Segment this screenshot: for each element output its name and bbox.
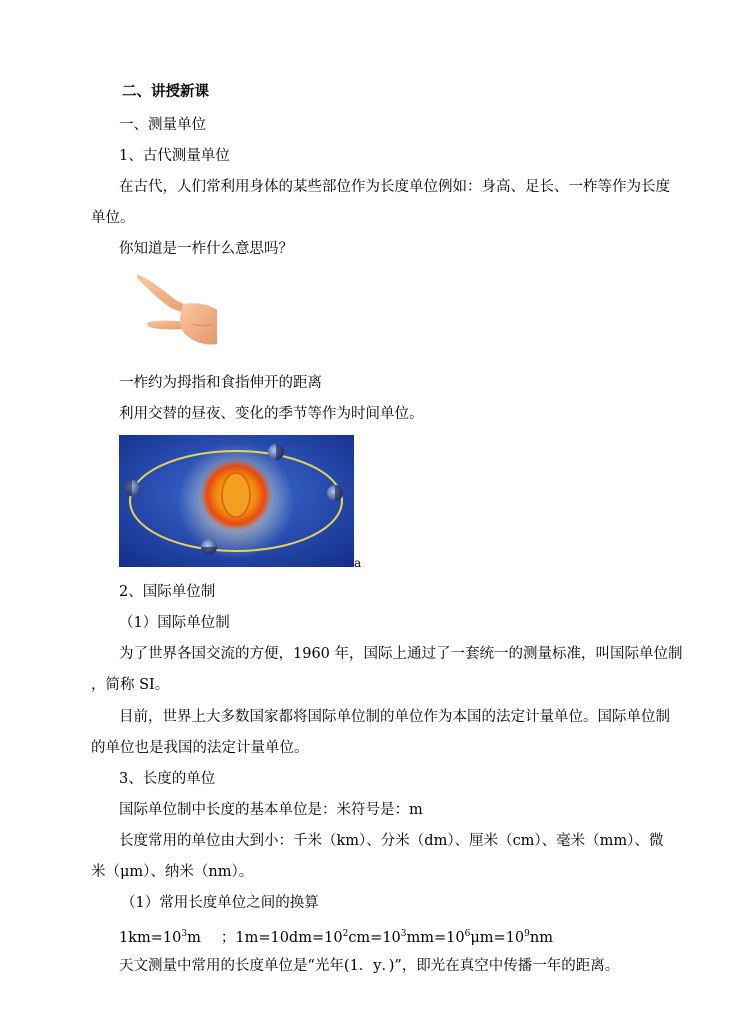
sub-heading-si: 2、国际单位制	[119, 584, 216, 600]
hand-caption: 一柞约为拇指和食指伸开的距离	[119, 375, 322, 391]
conversion-m-part4: μm=10	[470, 929, 525, 946]
orbit-image-mark: a	[354, 556, 362, 570]
light-year-text: 天文测量中常用的长度单位是“光年(1．y．)”，即光在真空中传播一年的距离。	[119, 958, 620, 974]
conversion-formula	[119, 925, 553, 947]
conversion-m-part1: 1m=10dm=10	[235, 929, 343, 946]
conversion-km-exponent: 3	[181, 929, 188, 939]
hand-icon	[133, 268, 219, 348]
time-units-text: 利用交替的昼夜、变化的季节等作为时间单位。	[119, 406, 424, 422]
paragraph-ancient-line1: 在古代，人们常利用身体的某些部位作为长度单位例如：身高、足长、一柞等作为长度	[119, 179, 670, 195]
conversion-m-part2: cm=10	[348, 929, 401, 946]
question-text: 你知道是一柞什么意思吗？	[119, 241, 293, 257]
paragraph-now-line2: 的单位也是我国的法定计量单位。	[91, 740, 309, 756]
conversion-m-part3: mm=10	[406, 929, 465, 946]
conversion-cm-exponent: 2	[342, 929, 349, 939]
earth-orbit-image	[119, 435, 354, 567]
sub-heading-si-1: （1）国际单位制	[119, 615, 230, 631]
common-units-line1: 长度常用的单位由大到小：千米（km）、分米（dm）、厘米（cm）、毫米（mm）、微	[119, 833, 664, 849]
conversion-m-part5: nm	[529, 929, 553, 946]
sub-heading-measurement-units: 一、测量单位	[119, 117, 206, 133]
conversion-um-exponent: 6	[464, 929, 471, 939]
conversion-mm-exponent: 3	[400, 929, 407, 939]
paragraph-ancient-line2: 单位。	[91, 210, 135, 226]
conversion-km-unit: m	[187, 929, 201, 946]
hand-span-image	[133, 268, 219, 348]
paragraph-si-line1: 为了世界各国交流的方便，1960 年，国际上通过了一套统一的测量标准，叫国际单位制	[119, 646, 683, 662]
paragraph-si-line2: ，简称 SI。	[91, 677, 170, 693]
common-units-line2: 米（μm）、纳米（nm）。	[91, 864, 254, 880]
conversion-separator: ；	[220, 929, 236, 946]
sub-heading-length-units: 3、长度的单位	[119, 771, 216, 787]
paragraph-now-line1: 目前，世界上大多数国家都将国际单位制的单位作为本国的法定计量单位。国际单位制	[119, 709, 670, 725]
sub-heading-ancient-units: 1、古代测量单位	[119, 148, 230, 164]
sun-orbit-icon	[119, 435, 354, 567]
sub-heading-conversion: （1）常用长度单位之间的换算	[121, 895, 319, 911]
base-unit-text: 国际单位制中长度的基本单位是：米符号是：m	[119, 802, 423, 818]
section-heading: 二、讲授新课	[122, 83, 209, 100]
conversion-km: 1km=10	[119, 929, 182, 946]
conversion-nm-exponent: 9	[524, 929, 530, 939]
